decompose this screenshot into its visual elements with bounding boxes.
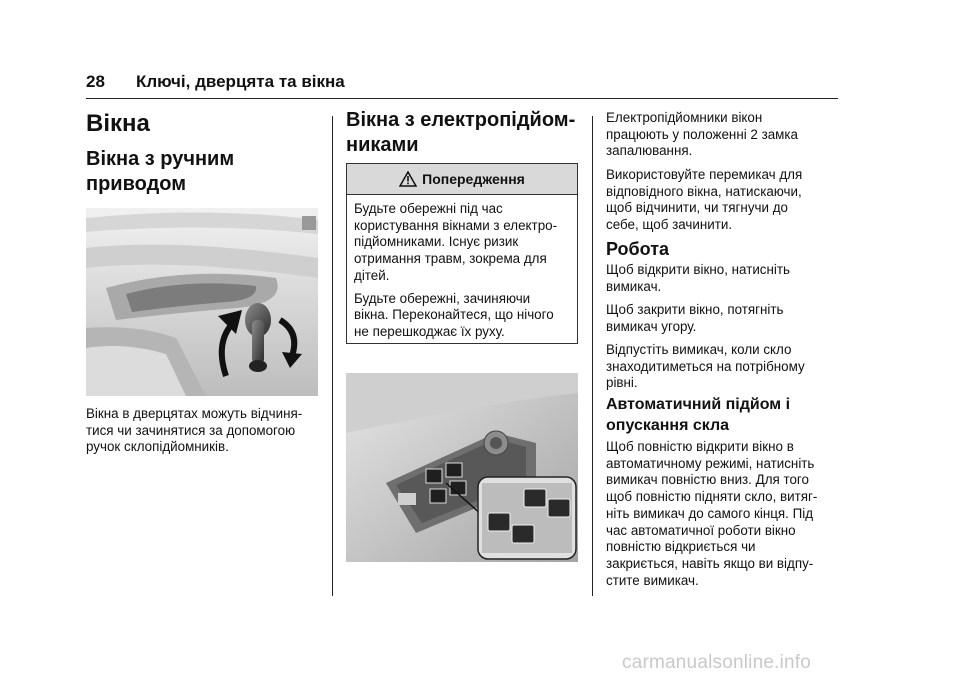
warning-body xyxy=(347,195,577,341)
column-divider-right xyxy=(592,116,593,596)
watermark-text: carmanualsonline.info xyxy=(622,652,812,673)
subsection-title-manual: Вікна з ручним приводом xyxy=(86,148,235,195)
auto-window-paragraph: Щоб повністю відкрити вікно в автоматичному режимі, натисніть вимикач повністю вниз. Для того щоб повністю підняти скло, витяг- ніть вимикач до самого кінця. Під час автоматичної роботи вікно повністю відкриється чи закриється, навіть якщо ви відпу- стите вимикач. xyxy=(606,439,818,588)
operation-paragraph-1: Щоб відкрити вікно, натисніть вимикач. xyxy=(606,262,790,294)
warning-paragraph-1: Будьте обережні під час користування вікнами з електро- підйомниками. Існує ризик отримання травм, зокрема для дітей. xyxy=(354,201,558,283)
manual-window-caption: Вікна в дверцятах можуть відчиня- тися чи зачинятися за допомогою ручок склопідйомників. xyxy=(86,406,303,455)
chapter-title: Ключі, дверцята та вікна xyxy=(136,72,345,91)
operation-paragraph-3: Відпустіть вимикач, коли скло знаходитиметься на потрібному рівні. xyxy=(606,342,805,391)
page-number: 28 xyxy=(86,72,105,91)
operation-paragraph-2: Щоб закрити вікно, потягніть вимикач угору. xyxy=(606,302,784,334)
auto-window-title: Автоматичний підйом і опускання скла xyxy=(606,396,791,434)
warning-header xyxy=(347,164,577,195)
section-title-windows: Вікна xyxy=(86,110,150,137)
warning-box xyxy=(346,163,578,344)
section-title-power-windows: Вікна з електропідйом- никами xyxy=(346,109,576,156)
page-header xyxy=(86,70,836,92)
manual-window-figure xyxy=(86,208,318,396)
column-divider-left xyxy=(332,116,333,596)
warning-triangle-icon xyxy=(399,171,417,187)
power-window-figure xyxy=(346,373,578,562)
power-window-switch-panel-icon xyxy=(346,373,578,562)
intro-paragraph-2: Використовуйте перемикач для відповідного вікна, натискаючи, щоб відчинити, чи тягнучи до себе, щоб зачинити. xyxy=(606,167,803,233)
intro-paragraph-1: Електропідйомники вікон працюють у положенні 2 замка запалювання. xyxy=(606,110,798,159)
operation-title: Робота xyxy=(606,239,670,259)
warning-title: Попередження xyxy=(422,171,525,187)
warning-paragraph-2: Будьте обережні, зачиняючи вікна. Переконайтеся, що нічого не перешкоджає їх руху. xyxy=(354,290,554,339)
header-rule xyxy=(86,98,838,99)
manual-window-crank-icon xyxy=(86,208,318,396)
